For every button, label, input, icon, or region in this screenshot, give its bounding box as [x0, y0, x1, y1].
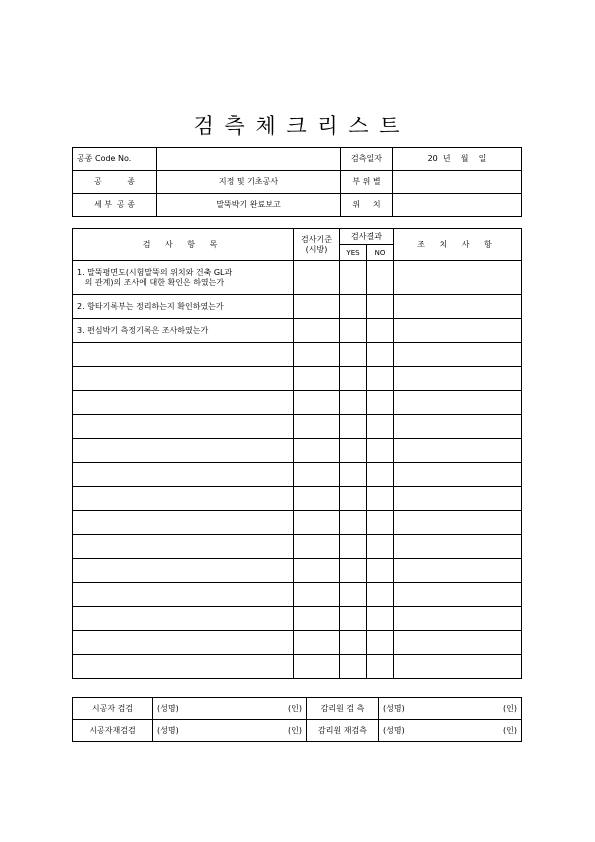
yes-cell[interactable]: [340, 319, 367, 343]
part-label: 부 위 별: [341, 171, 393, 194]
date-value: 20 년 월 일: [393, 148, 522, 171]
signer-name: (성명): [153, 720, 263, 742]
page-title: 검 측 체 크 리 스 트: [193, 114, 402, 138]
signature-table: [72, 697, 522, 742]
item-line: 의 관계)의 조사에 대한 확인은 하였는가: [77, 277, 225, 287]
signer-label: 시공자 검검: [73, 698, 153, 720]
table-row: [73, 607, 522, 631]
part-value: [393, 171, 522, 194]
item-text: 2. 항타기록부는 정리하는지 확인하였는가: [73, 295, 294, 319]
seal-mark: (인): [479, 698, 522, 720]
col-standard-label: 검사기준: [301, 234, 332, 244]
table-row: [73, 343, 522, 367]
col-no-header: NO: [367, 245, 394, 261]
info-row-code: [73, 148, 522, 171]
no-cell[interactable]: [367, 261, 394, 295]
table-row: [73, 391, 522, 415]
table-row: [73, 439, 522, 463]
action-cell: [394, 319, 522, 343]
yes-cell[interactable]: [340, 295, 367, 319]
checklist-table: [72, 228, 522, 679]
standard-cell: [294, 261, 340, 295]
no-cell[interactable]: [367, 295, 394, 319]
info-table: [72, 147, 522, 217]
standard-cell: [294, 295, 340, 319]
action-cell: [394, 295, 522, 319]
signer-label: 감리원 재검측: [307, 720, 379, 742]
col-action-header: 조 치 사 항: [394, 229, 522, 261]
signer-name: (성명): [153, 698, 263, 720]
table-row: [73, 367, 522, 391]
detail-value: 말뚝박기 완료보고: [157, 194, 341, 217]
info-row-detail: [73, 194, 522, 217]
col-standard-sub: (시방): [305, 244, 328, 254]
signature-row: [73, 698, 522, 720]
col-yes-header: YES: [340, 245, 367, 261]
checklist-header-row: [73, 229, 522, 245]
signer-label: 감리원 검 측: [307, 698, 379, 720]
detail-label: 세 부 공 종: [73, 194, 157, 217]
table-row: [73, 319, 522, 343]
table-row: [73, 487, 522, 511]
table-row: [73, 511, 522, 535]
signer-name: (성명): [379, 720, 479, 742]
table-row: [73, 583, 522, 607]
table-row: [73, 559, 522, 583]
col-standard-header: [294, 229, 340, 261]
col-result-header: 검사결과: [340, 229, 394, 245]
signer-label: 시공자재검검: [73, 720, 153, 742]
work-label: 공 종: [73, 171, 157, 194]
empty-rows: [73, 343, 522, 679]
location-value: [393, 194, 522, 217]
work-value: 지정 및 기초공사: [157, 171, 341, 194]
seal-mark: (인): [263, 698, 307, 720]
info-row-work: [73, 171, 522, 194]
standard-cell: [294, 319, 340, 343]
code-label: 공종 Code No.: [73, 148, 157, 171]
table-row: [73, 631, 522, 655]
table-row: [73, 415, 522, 439]
seal-mark: (인): [479, 720, 522, 742]
item-line: 1. 말뚝평면도(시험말뚝의 위치와 건축 GL과: [77, 267, 233, 277]
seal-mark: (인): [263, 720, 307, 742]
action-cell: [394, 261, 522, 295]
table-row: [73, 535, 522, 559]
signer-name: (성명): [379, 698, 479, 720]
item-text: [73, 261, 294, 295]
item-text: 3. 편심박기 측정기록은 조사하였는가: [73, 319, 294, 343]
table-row: [73, 261, 522, 295]
no-cell[interactable]: [367, 319, 394, 343]
yes-cell[interactable]: [340, 261, 367, 295]
col-item-header: 검 사 항 목: [73, 229, 294, 261]
code-value: [157, 148, 341, 171]
date-label: 검측일자: [341, 148, 393, 171]
signature-row: [73, 720, 522, 742]
table-row: [73, 655, 522, 679]
location-label: 위 치: [341, 194, 393, 217]
table-row: [73, 463, 522, 487]
table-row: [73, 295, 522, 319]
